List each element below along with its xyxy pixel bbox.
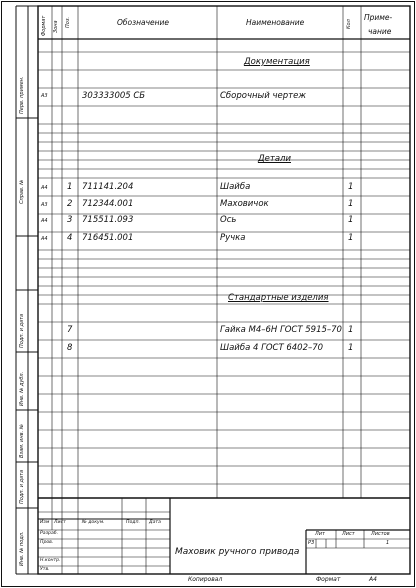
side-label-inv-dup: Инв. № дубл. <box>19 371 25 406</box>
tb-n-kontr: Н.контр. <box>40 558 61 563</box>
part-4-name: Ручка <box>220 233 246 243</box>
header-pos: Поз. <box>65 16 71 28</box>
part-2-pos: 2 <box>67 199 73 209</box>
tb-razrab: Разраб. <box>40 531 59 536</box>
doc-format: А3 <box>41 93 48 99</box>
part-3-format: А4 <box>41 218 48 224</box>
footer-copied: Копировал <box>188 576 223 583</box>
tb-date: Дата <box>149 520 161 525</box>
header-qty: Кол <box>346 19 352 29</box>
header-designation: Обозначение <box>117 18 170 27</box>
tb-lit: Лит <box>315 531 325 537</box>
part-1-designation: 711141.204 <box>82 182 134 192</box>
part-3-name: Ось <box>220 215 237 225</box>
section-standard: Стандартные изделия <box>228 293 329 303</box>
tb-doc-no: № докум. <box>82 520 105 525</box>
section-documentation: Документация <box>244 57 310 67</box>
tb-sheets: Листов <box>371 531 390 537</box>
side-label-ref-no: Справ. № <box>19 179 25 204</box>
part-3-pos: 3 <box>67 215 73 225</box>
part-3-designation: 715511.093 <box>82 215 134 225</box>
side-label-sign-date-1: Подп. и дата <box>19 313 25 348</box>
footer-format-value: А4 <box>369 576 377 583</box>
section-parts: Детали <box>258 154 291 164</box>
part-4-designation: 716451.001 <box>82 233 134 243</box>
side-label-sign-date-2: Подп. и дата <box>19 469 25 504</box>
std-2-name: Шайба 4 ГОСТ 6402–70 <box>220 343 324 353</box>
tb-sheet: Лист <box>342 531 355 537</box>
tb-sheets-value: 1 <box>386 540 390 546</box>
footer-format: Формат <box>316 576 341 583</box>
side-label-inv-orig: Инв. № подл. <box>19 531 25 566</box>
std-1-name: Гайка М4–6Н ГОСТ 5915–70 <box>220 325 342 335</box>
std-2-pos: 8 <box>67 343 73 353</box>
part-4-format: А4 <box>41 236 48 242</box>
part-2-format: А3 <box>41 202 48 208</box>
part-2-name: Маховичок <box>220 199 269 209</box>
part-1-name: Шайба <box>220 182 251 192</box>
side-label-first-use: Перв. примен. <box>19 76 25 114</box>
header-format: Формат <box>41 15 47 36</box>
tb-lit-value: РЗ <box>308 540 315 546</box>
std-1-pos: 7 <box>67 325 73 335</box>
std-1-qty: 1 <box>348 325 354 335</box>
tb-utv: Утв. <box>40 567 50 572</box>
part-1-format: А4 <box>41 185 48 191</box>
tb-list: Лист <box>54 520 66 525</box>
part-2-designation: 712344.001 <box>82 199 134 209</box>
side-label-inv-replace: Взам. инв. № <box>19 424 25 458</box>
header-zone: Зона <box>53 20 59 33</box>
tb-sign: Подп. <box>126 520 140 525</box>
part-1-qty: 1 <box>348 182 354 192</box>
tb-izm: Изм <box>40 520 50 525</box>
header-note-line1: Приме- <box>364 13 393 22</box>
doc-designation: 303333005 СБ <box>82 91 146 101</box>
header-name: Наименование <box>246 18 305 27</box>
header-note-line2: чание <box>368 27 392 36</box>
tb-prov: Пров. <box>40 540 54 545</box>
tb-title: Маховик ручного привода <box>175 547 300 557</box>
part-4-pos: 4 <box>67 233 73 243</box>
std-2-qty: 1 <box>348 343 354 353</box>
part-4-qty: 1 <box>348 233 354 243</box>
part-1-pos: 1 <box>67 182 73 192</box>
part-2-qty: 1 <box>348 199 354 209</box>
doc-name: Сборочный чертеж <box>220 91 306 101</box>
part-3-qty: 1 <box>348 215 354 225</box>
